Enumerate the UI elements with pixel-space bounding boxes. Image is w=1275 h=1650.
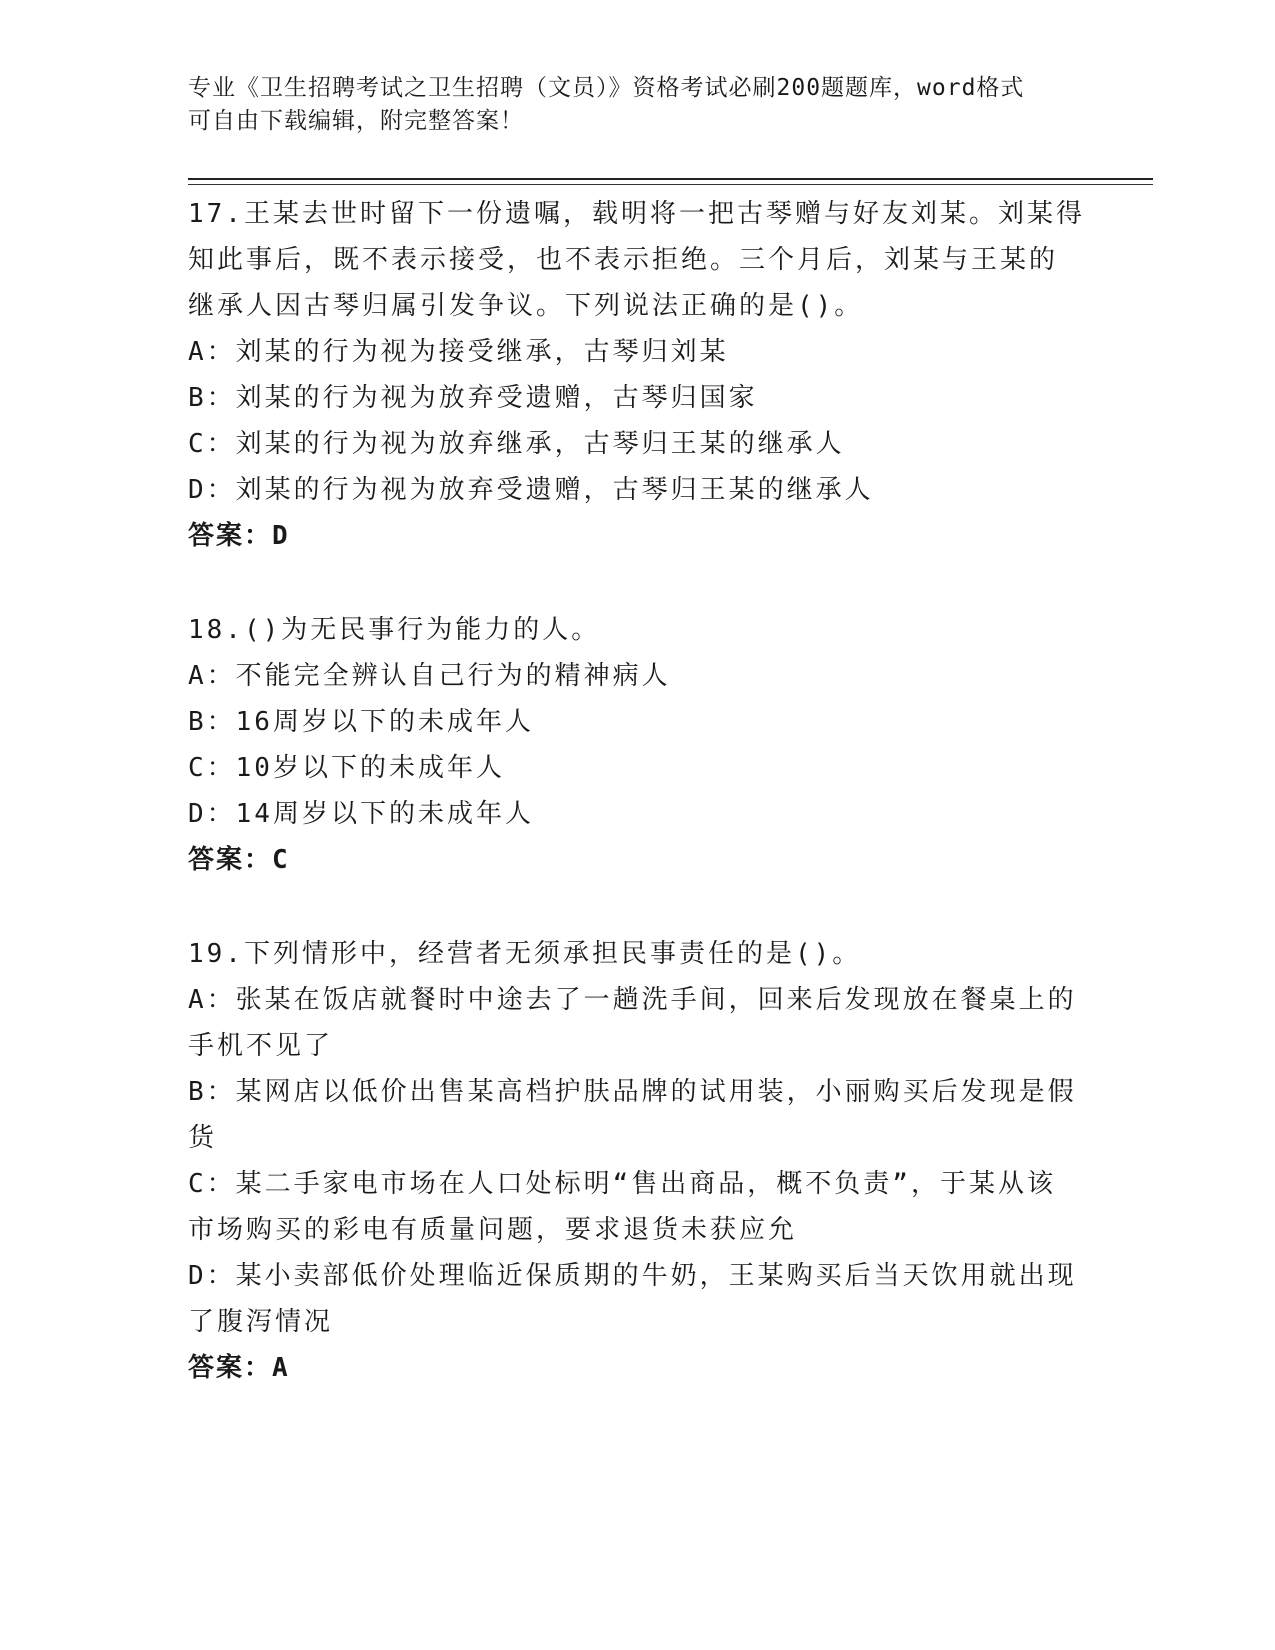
option-b: B：刘某的行为视为放弃受遗赠，古琴归国家	[188, 383, 758, 413]
answer: 答案：A	[188, 1353, 290, 1383]
option-d: D：14周岁以下的未成年人	[188, 799, 534, 829]
option-a: A：张某在饭店就餐时中途去了一趟洗手间，回来后发现放在餐桌上的	[188, 985, 1077, 1015]
option-d-continued: 了腹泻情况	[188, 1307, 334, 1337]
header-line: 可自由下载编辑，附完整答案！	[188, 108, 524, 134]
option-a-continued: 手机不见了	[188, 1031, 334, 1061]
question-stem-line: 18.()为无民事行为能力的人。	[188, 615, 601, 645]
question-stem-line: 知此事后，既不表示接受，也不表示拒绝。三个月后，刘某与王某的	[188, 245, 1059, 275]
question-17	[188, 191, 1088, 559]
option-a: A：刘某的行为视为接受继承，古琴归刘某	[188, 337, 729, 367]
option-b: B：某网店以低价出售某高档护肤品牌的试用装，小丽购买后发现是假	[188, 1077, 1077, 1107]
option-d: D：刘某的行为视为放弃受遗赠，古琴归王某的继承人	[188, 475, 874, 505]
header-line: 专业《卫生招聘考试之卫生招聘（文员）》资格考试必刷200题题库，word格式	[188, 75, 1025, 101]
option-b-continued: 货	[188, 1123, 218, 1153]
header-rule-thick	[188, 178, 1153, 180]
question-19	[188, 931, 1088, 1391]
question-list	[188, 191, 1088, 1391]
option-c: C：刘某的行为视为放弃继承，古琴归王某的继承人	[188, 429, 845, 459]
answer: 答案：D	[188, 521, 290, 551]
option-c-continued: 市场购买的彩电有质量问题，要求退货未获应允	[188, 1215, 798, 1245]
option-c: C：10岁以下的未成年人	[188, 753, 505, 783]
question-18	[188, 607, 1088, 883]
option-d: D：某小卖部低价处理临近保质期的牛奶，王某购买后当天饮用就出现	[188, 1261, 1077, 1291]
option-b: B：16周岁以下的未成年人	[188, 707, 534, 737]
question-stem-line: 17.王某去世时留下一份遗嘱，载明将一把古琴赠与好友刘某。刘某得	[188, 199, 1085, 229]
answer: 答案：C	[188, 845, 290, 875]
option-a: A：不能完全辨认自己行为的精神病人	[188, 661, 671, 691]
question-stem-line: 继承人因古琴归属引发争议。下列说法正确的是()。	[188, 291, 864, 321]
header-rule-thin	[188, 184, 1153, 185]
option-c: C：某二手家电市场在人口处标明“售出商品，概不负责”，于某从该	[188, 1169, 1056, 1199]
question-stem-line: 19.下列情形中，经营者无须承担民事责任的是()。	[188, 939, 862, 969]
document-header	[188, 72, 1068, 138]
